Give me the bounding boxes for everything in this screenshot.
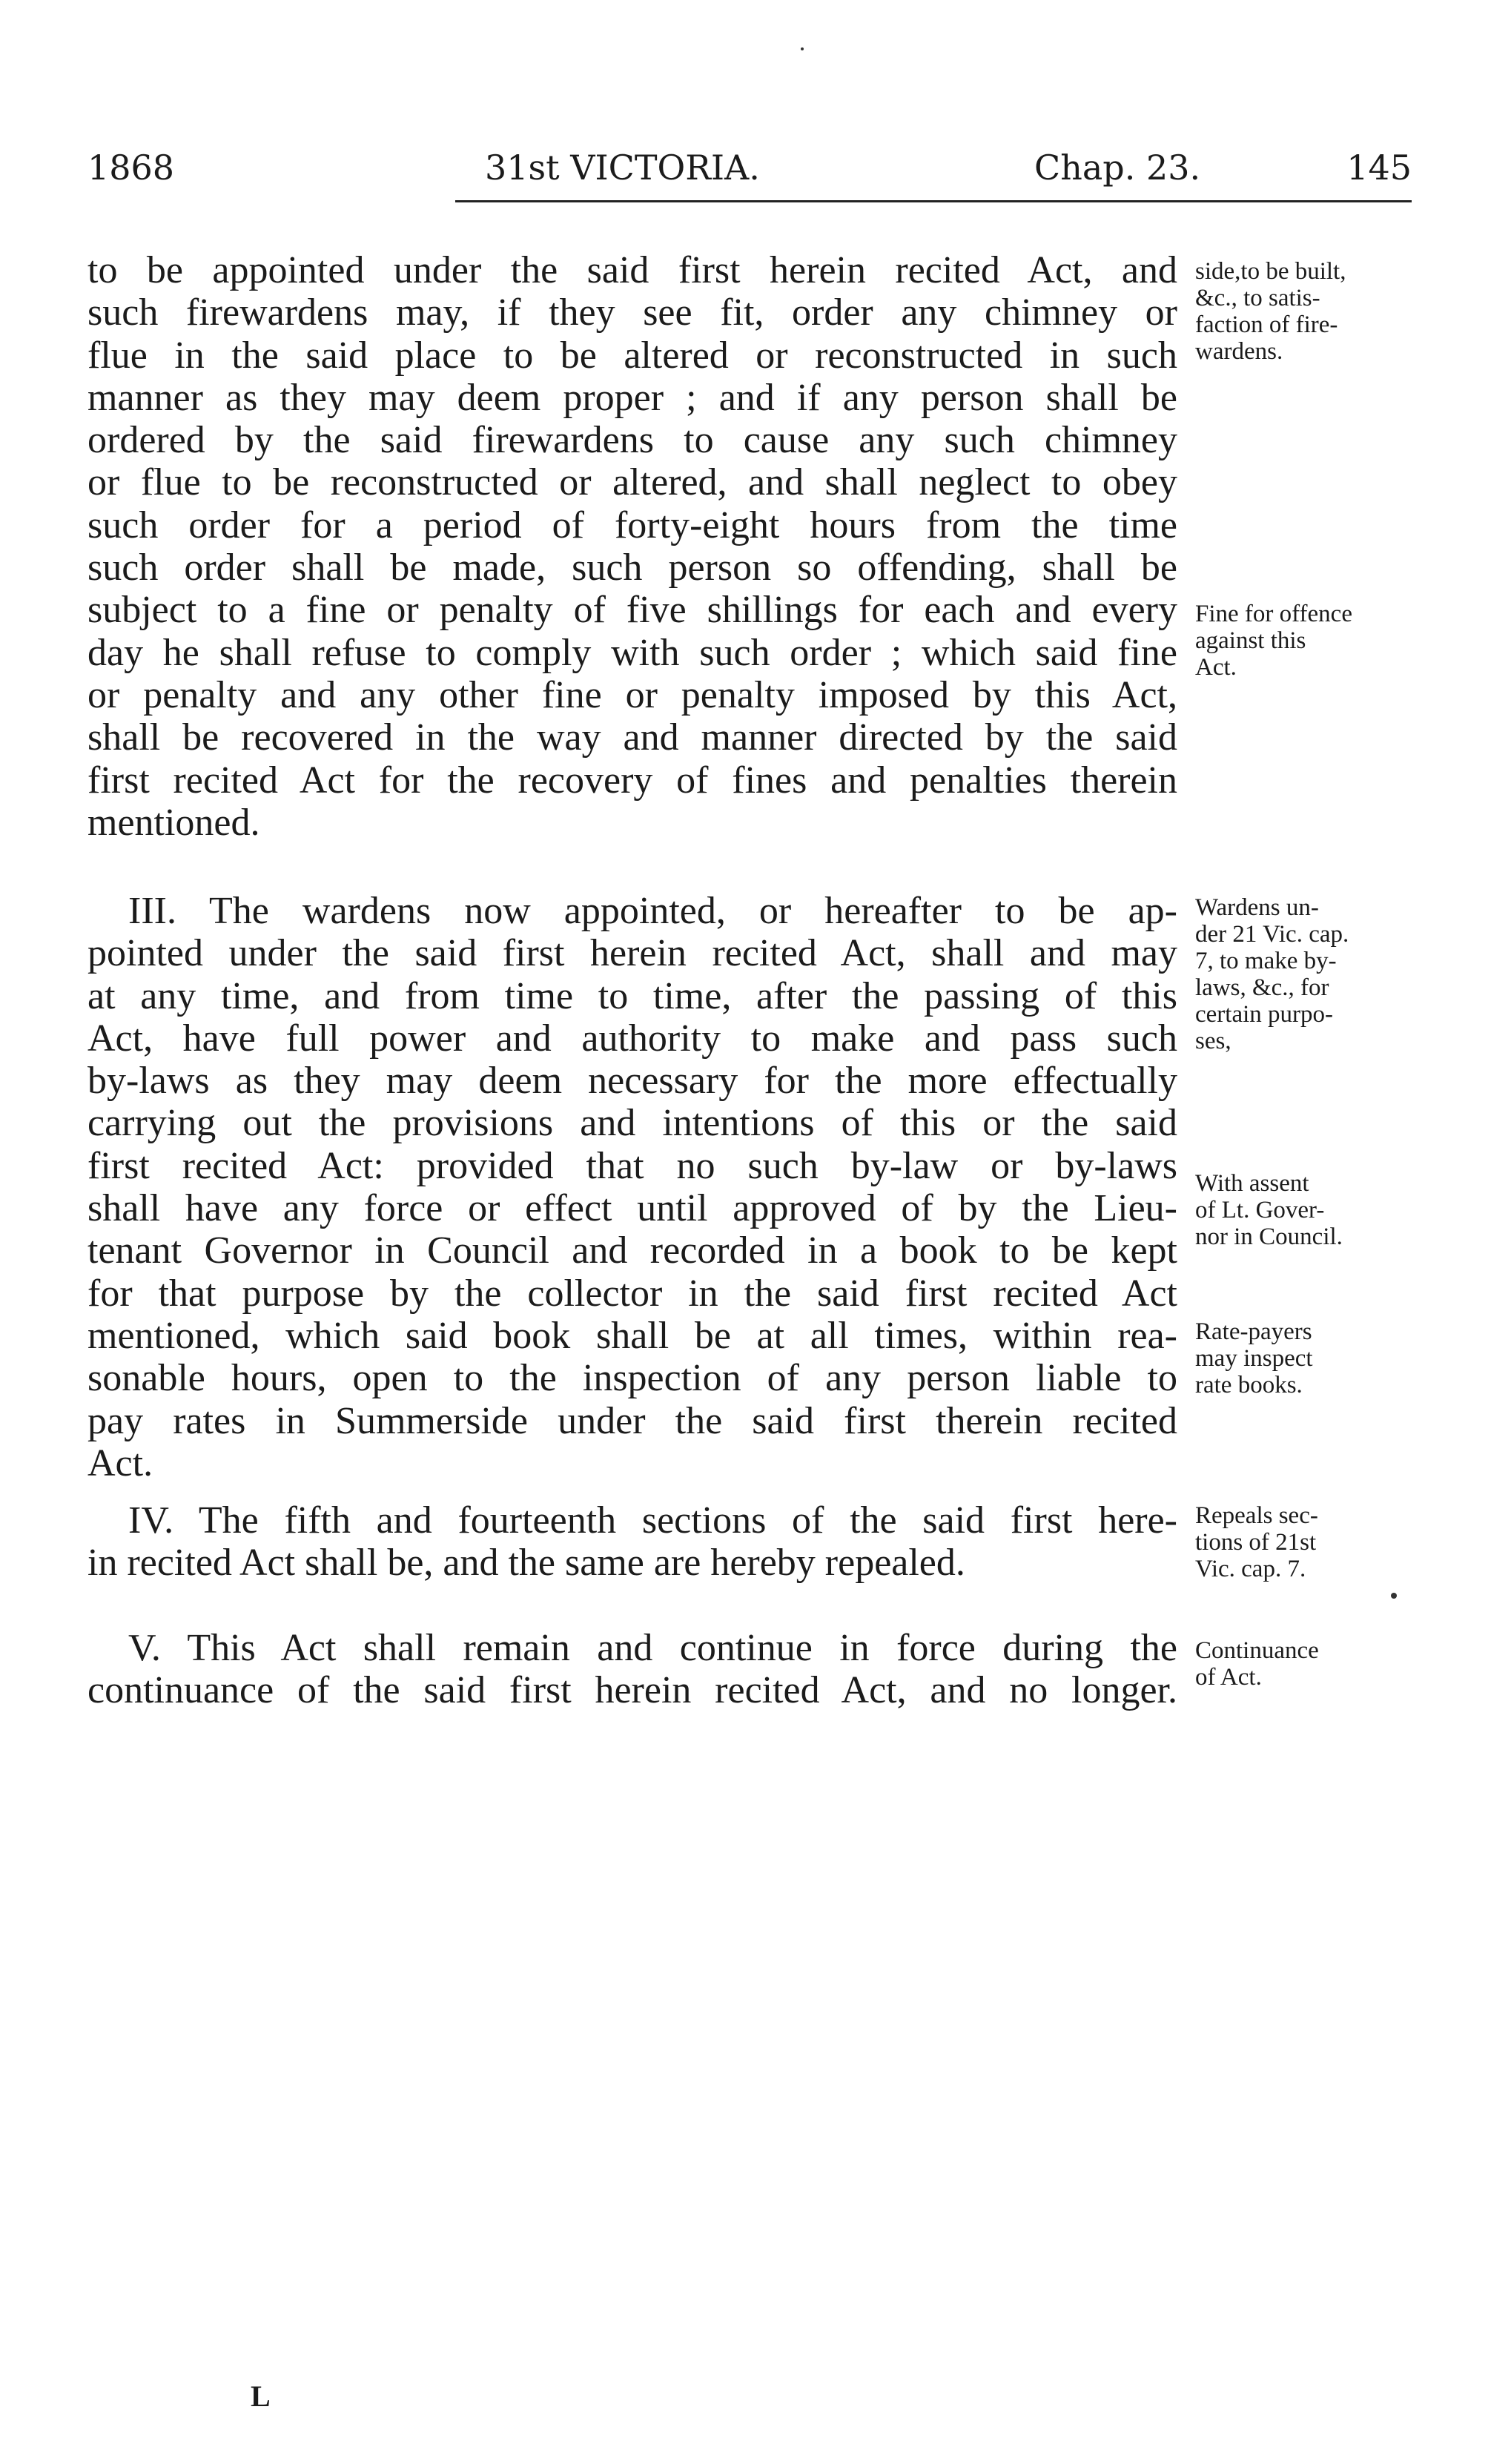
margin-note-line: of Act. bbox=[1195, 1664, 1262, 1691]
margin-note-line: ses, bbox=[1195, 1028, 1231, 1054]
header-chapter: Chap. 23. bbox=[1034, 148, 1201, 188]
margin-note-line: der 21 Vic. cap. bbox=[1195, 921, 1349, 948]
text-line: manner as they may deem proper ; and if any person shall be bbox=[87, 376, 1177, 419]
text-line: IV. The fifth and fourteenth sections of the said first here- bbox=[128, 1499, 1177, 1542]
margin-note bbox=[1195, 1637, 1418, 1691]
margin-note-line: nor in Council. bbox=[1195, 1223, 1343, 1250]
text-line: ordered by the said firewardens to cause any such chimney bbox=[87, 419, 1177, 462]
text-line: pay rates in Summerside under the said first therein recited bbox=[87, 1399, 1177, 1442]
margin-note-line: of Lt. Gover- bbox=[1195, 1197, 1325, 1223]
text-line: or flue to be reconstructed or altered, and shall neglect to obey bbox=[87, 461, 1177, 504]
text-line: mentioned, which said book shall be at all times, within rea- bbox=[87, 1314, 1177, 1357]
text-line: in recited Act shall be, and the same are hereby repealed. bbox=[87, 1542, 965, 1585]
margin-note bbox=[1195, 601, 1418, 681]
page-header bbox=[87, 145, 1412, 190]
margin-note-line: certain purpo- bbox=[1195, 1001, 1333, 1028]
text-line: shall be recovered in the way and manner directed by the said bbox=[87, 716, 1177, 759]
text-line: or penalty and any other fine or penalty imposed by this Act, bbox=[87, 673, 1177, 716]
margin-note-line: Act. bbox=[1195, 654, 1237, 681]
header-page-number: 145 bbox=[1346, 148, 1412, 188]
margin-note-line: With assent bbox=[1195, 1170, 1309, 1197]
margin-note-line: against this bbox=[1195, 627, 1306, 654]
section-iv bbox=[87, 1499, 1177, 1585]
text-line: day he shall refuse to comply with such order ; which said fine bbox=[87, 631, 1177, 674]
header-rule bbox=[455, 200, 1412, 202]
margin-note-line: side,to be built, bbox=[1195, 258, 1346, 285]
margin-note-line: Fine for offence bbox=[1195, 601, 1352, 627]
margin-note-line: Wardens un- bbox=[1195, 894, 1319, 921]
margin-note-line: may inspect bbox=[1195, 1345, 1313, 1372]
text-line: such firewardens may, if they see fit, order any chimney or bbox=[87, 291, 1177, 334]
text-line: pointed under the said first herein recited Act, shall and may bbox=[87, 932, 1177, 975]
section-iii bbox=[87, 890, 1177, 1484]
text-line: III. The wardens now appointed, or hereafter to be ap- bbox=[128, 890, 1177, 932]
text-line: continuance of the said first herein recited Act, and no longer. bbox=[87, 1669, 1177, 1712]
section-v bbox=[87, 1627, 1177, 1712]
text-line: subject to a fine or penalty of five shillings for each and every bbox=[87, 589, 1177, 632]
speck-mark bbox=[1391, 1593, 1397, 1599]
header-year: 1868 bbox=[87, 148, 175, 188]
text-line: carrying out the provisions and intentions of this or the said bbox=[87, 1102, 1177, 1145]
margin-note-line: &c., to satis- bbox=[1195, 285, 1320, 311]
text-line: flue in the said place to be altered or reconstructed in such bbox=[87, 334, 1177, 377]
text-line: sonable hours, open to the inspection of any person liable to bbox=[87, 1357, 1177, 1400]
speck-mark bbox=[801, 47, 804, 50]
margin-note-line: Vic. cap. 7. bbox=[1195, 1556, 1306, 1582]
text-line: tenant Governor in Council and recorded in a book to be kept bbox=[87, 1229, 1177, 1272]
header-title: 31st VICTORIA. bbox=[485, 148, 760, 188]
margin-note-line: Rate-payers bbox=[1195, 1318, 1312, 1345]
signature-mark: L bbox=[251, 2379, 271, 2413]
margin-note-line: Repeals sec- bbox=[1195, 1502, 1318, 1529]
text-line: by-laws as they may deem necessary for the more effectually bbox=[87, 1060, 1177, 1103]
margin-note-line: wardens. bbox=[1195, 338, 1283, 365]
margin-note-line: 7, to make by- bbox=[1195, 948, 1337, 974]
text-line: at any time, and from time to time, after the passing of this bbox=[87, 974, 1177, 1017]
text-line: for that purpose by the collector in the said first recited Act bbox=[87, 1272, 1177, 1315]
text-line: shall have any force or effect until approved of by the Lieu- bbox=[87, 1187, 1177, 1230]
text-line: such order shall be made, such person so offending, shall be bbox=[87, 546, 1177, 589]
paragraph-continuation bbox=[87, 249, 1177, 844]
text-line: first recited Act for the recovery of fines and penalties therein bbox=[87, 759, 1177, 802]
text-line: Act. bbox=[87, 1441, 153, 1484]
margin-note bbox=[1195, 894, 1418, 1054]
margin-note-line: tions of 21st bbox=[1195, 1529, 1317, 1556]
margin-note bbox=[1195, 1318, 1418, 1398]
margin-note-line: Continuance bbox=[1195, 1637, 1319, 1664]
margin-note bbox=[1195, 1170, 1418, 1250]
margin-note-line: rate books. bbox=[1195, 1372, 1303, 1398]
margin-note-line: faction of fire- bbox=[1195, 311, 1338, 338]
text-line: mentioned. bbox=[87, 801, 260, 844]
text-line: such order for a period of forty-eight hours from the time bbox=[87, 503, 1177, 546]
margin-note bbox=[1195, 1502, 1418, 1582]
text-line: Act, have full power and authority to make and pass such bbox=[87, 1017, 1177, 1060]
margin-note-line: laws, &c., for bbox=[1195, 974, 1329, 1001]
text-line: first recited Act: provided that no such by-law or by-laws bbox=[87, 1144, 1177, 1187]
margin-note bbox=[1195, 258, 1418, 365]
text-line: to be appointed under the said first herein recited Act, and bbox=[87, 249, 1177, 291]
text-line: V. This Act shall remain and continue in force during the bbox=[128, 1627, 1177, 1669]
